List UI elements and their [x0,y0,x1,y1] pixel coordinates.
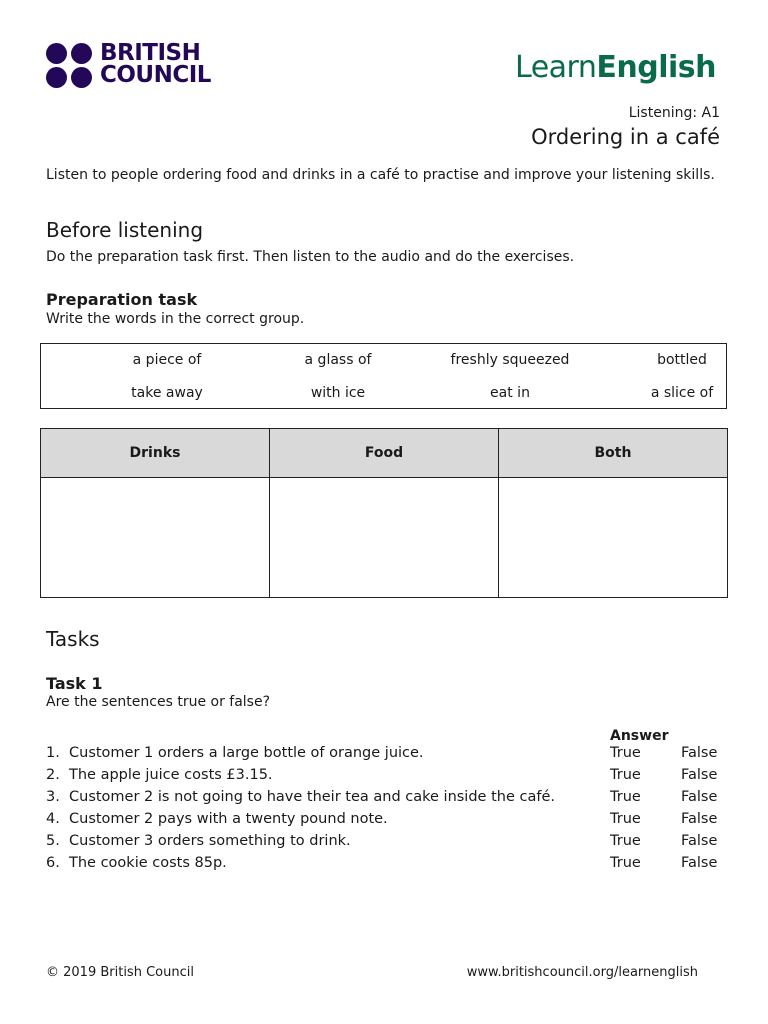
before-listening-text: Do the preparation task first. Then listen to the audio and do the exercises. [46,249,575,265]
false-option[interactable]: False [681,745,718,761]
intro-text: Listen to people ordering food and drinks in a café to practise and improve your listening skills. [46,167,715,183]
word-item: eat in [490,385,530,401]
task1-instruction: Are the sentences true or false? [46,694,271,710]
question-item: 3. Customer 2 is not going to have their tea and cake inside the café. [46,789,555,805]
word-groups-table [40,428,728,598]
false-option[interactable]: False [681,789,718,805]
word-item: bottled [657,352,707,368]
question-item: 5. Customer 3 orders something to drink. [46,833,351,849]
true-option[interactable]: True [610,767,641,783]
false-option[interactable]: False [681,833,718,849]
food-answer-cell[interactable] [270,478,499,598]
word-item: a slice of [650,385,714,401]
true-option[interactable]: True [610,789,641,805]
task1-heading: Task 1 [46,674,103,693]
false-option[interactable]: False [681,811,718,827]
true-option[interactable]: True [610,855,641,871]
group-header-drinks: Drinks [41,429,270,478]
logo-wordmark: BRITISH COUNCIL [100,40,211,88]
preparation-heading: Preparation task [46,290,198,309]
group-header-food: Food [270,429,499,478]
footer-copyright: © 2019 British Council [46,965,194,980]
logo-dots-icon [46,43,94,89]
before-listening-heading: Before listening [46,218,204,242]
question-item: 6. The cookie costs 85p. [46,855,227,871]
british-council-logo [46,40,226,89]
word-item: with ice [310,385,366,401]
true-option[interactable]: True [610,811,641,827]
false-option[interactable]: False [681,855,718,871]
question-item: 1. Customer 1 orders a large bottle of orange juice. [46,745,424,761]
group-header-both: Both [499,429,728,478]
true-option[interactable]: True [610,833,641,849]
learnenglish-logo: LearnEnglish [515,50,716,85]
footer-url-link[interactable]: www.britishcouncil.org/learnenglish [466,965,698,980]
word-item: freshly squeezed [450,352,570,368]
preparation-instruction: Write the words in the correct group. [46,311,305,327]
tasks-heading: Tasks [46,627,100,651]
answer-column-header: Answer [610,728,669,744]
question-item: 2. The apple juice costs £3.15. [46,767,273,783]
level-label: Listening: A1 [628,105,720,121]
true-option[interactable]: True [610,745,641,761]
drinks-answer-cell[interactable] [41,478,270,598]
both-answer-cell[interactable] [499,478,728,598]
word-item: a piece of [132,352,202,368]
word-item: a glass of [304,352,372,368]
false-option[interactable]: False [681,767,718,783]
word-item: take away [131,385,203,401]
page-title: Ordering in a café [531,125,720,149]
question-item: 4. Customer 2 pays with a twenty pound note. [46,811,388,827]
word-bank [40,343,727,409]
